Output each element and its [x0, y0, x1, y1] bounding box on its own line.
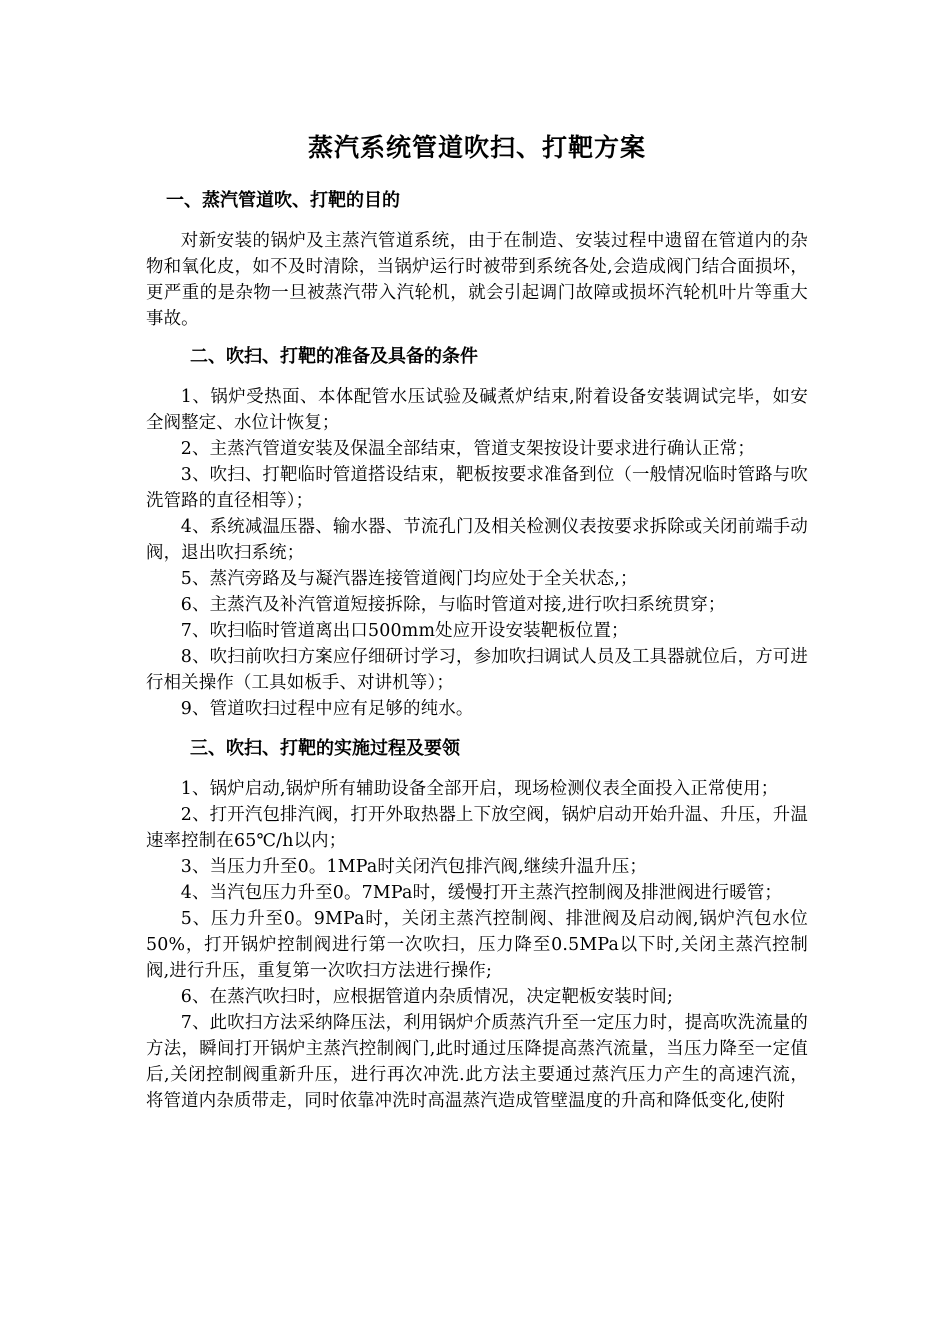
section-1-heading: 一、蒸汽管道吹、打靶的目的 — [166, 190, 400, 211]
section-3-item: 7、此吹扫方法采纳降压法，利用锅炉介质蒸汽升至一定压力时，提高吹洗流量的方法，瞬间打开锅炉主蒸汽控制阀门,此时通过压降提高蒸汽流量，当压力降至一定值后,关闭控制阀重新升压，进行再次冲洗.此方法主要通过蒸汽压力产生的高速汽流，将管道内杂质带走，同时依靠冲洗时高温蒸汽造成管壁温度的升高和降低变化,使附 — [146, 1013, 808, 1111]
document-page — [146, 128, 808, 1114]
section-3-item: 6、在蒸汽吹扫时，应根据管道内杂质情况，决定靶板安装时间; — [180, 987, 674, 1007]
section-3-item: 5、压力升至0。9MPa时，关闭主蒸汽控制阀、排泄阀及启动阀,锅炉汽包水位50%，打开锅炉控制阀进行第一次吹扫，压力降至0.5MPa以下时,关闭主蒸汽控制阀,进行升压，重复第一次吹扫方法进行操作; — [146, 909, 808, 981]
section-3-heading: 三、吹扫、打靶的实施过程及要领 — [190, 738, 460, 759]
section-2-item: 5、蒸汽旁路及与凝汽器连接管道阀门均应处于全关状态,； — [180, 569, 638, 589]
document-title: 蒸汽系统管道吹扫、打靶方案 — [307, 133, 646, 162]
section-1-body: 对新安装的锅炉及主蒸汽管道系统，由于在制造、安装过程中遗留在管道内的杂物和氧化皮，如不及时清除，当锅炉运行时被带到系统各处,会造成阀门结合面损坏，更严重的是杂物一旦被蒸汽带入汽轮机，就会引起调门故障或损坏汽轮机叶片等重大事故。 — [146, 231, 808, 329]
section-2-item: 3、吹扫、打靶临时管道搭设结束，靶板按要求准备到位（一般情况临时管路与吹洗管路的直径相等）； — [146, 465, 808, 511]
section-3-item: 2、打开汽包排汽阀，打开外取热器上下放空阀，锅炉启动开始升温、升压，升温速率控制在65℃/h以内； — [146, 805, 808, 851]
section-2-item: 1、锅炉受热面、本体配管水压试验及碱煮炉结束,附着设备安装调试完毕，如安全阀整定、水位计恢复； — [146, 387, 808, 433]
section-2-item: 9、管道吹扫过程中应有足够的纯水。 — [180, 699, 474, 719]
section-2-item: 7、吹扫临时管道离出口500mm处应开设安装靶板位置； — [180, 621, 629, 641]
section-3-item: 4、当汽包压力升至0。7MPa时，缓慢打开主蒸汽控制阀及排泄阀进行暖管； — [180, 883, 783, 903]
section-2-heading: 二、吹扫、打靶的准备及具备的条件 — [190, 346, 478, 367]
section-3-item: 1、锅炉启动,锅炉所有辅助设备全部开启，现场检测仪表全面投入正常使用； — [180, 779, 779, 799]
section-2-item: 4、系统减温压器、输水器、节流孔门及相关检测仪表按要求拆除或关闭前端手动阀，退出吹扫系统； — [146, 517, 808, 563]
section-2-item: 6、主蒸汽及补汽管道短接拆除，与临时管道对接,进行吹扫系统贯穿； — [180, 595, 726, 615]
section-3-item: 3、当压力升至0。1MPa时关闭汽包排汽阀,继续升温升压； — [180, 857, 648, 877]
section-2-item: 2、主蒸汽管道安装及保温全部结束，管道支架按设计要求进行确认正常； — [180, 439, 755, 459]
section-2-item: 8、吹扫前吹扫方案应仔细研讨学习，参加吹扫调试人员及工具器就位后，方可进行相关操作（工具如板手、对讲机等）； — [146, 647, 808, 693]
